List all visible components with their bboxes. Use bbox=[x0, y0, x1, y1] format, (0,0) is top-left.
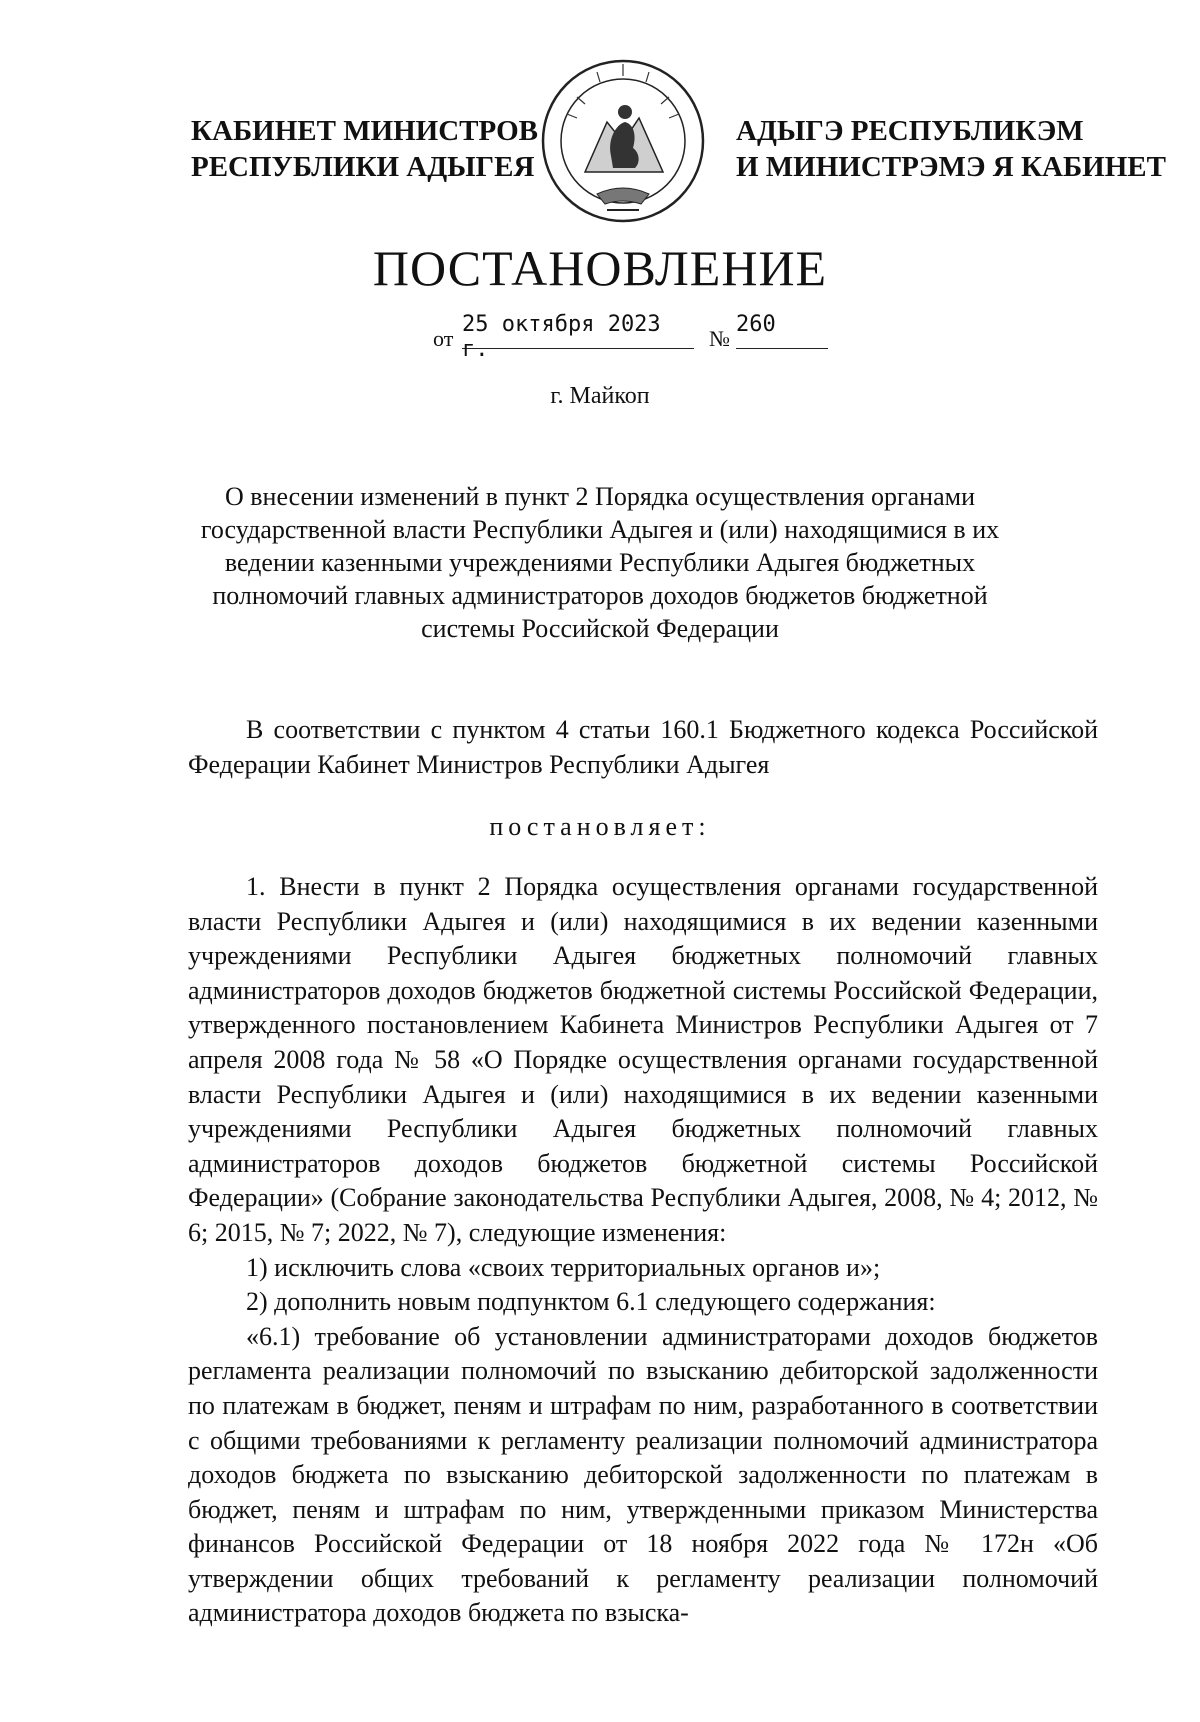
body-paragraph: «6.1) требование об установлении администраторами доходов бюджетов регламента реализации полномочий по взысканию дебиторской задолженности по платежам в бюджет, пеням и штрафам по ним, разработанного в соответствии с общими требованиями к регламенту реализации полномочий администратора доходов бюджета по взысканию дебиторской задолженности по платежам в бюджет, пеням и штрафам по ним, утвержденными приказом Министерства финансов Российской Федерации от 18 ноября 2022 года № 172н «Об утверждении общих требований к регламенту реализации полномочий администратора доходов бюджета по взыска- bbox=[188, 1321, 1098, 1628]
city-of-issue: г. Майкоп bbox=[550, 383, 650, 409]
resolves-heading: постановляет: bbox=[489, 812, 711, 841]
body-paragraph: 2) дополнить новым подпунктом 6.1 следующего содержания: bbox=[246, 1287, 936, 1317]
preamble-paragraph: В соответствии с пунктом 4 статьи 160.1 Бюджетного кодекса Российской Федерации Кабинет Министров Республики Адыгея bbox=[188, 715, 1098, 779]
issuer-name-russian bbox=[191, 113, 538, 185]
number-label: № bbox=[709, 326, 730, 351]
issuer-adyghe-line-2: И МИНИСТРЭМЭ Я КАБИНЕТ bbox=[736, 151, 1166, 183]
body-paragraph: 1. Внести в пункт 2 Порядка осуществления органами государственной власти Республики Адыгея и (или) находящимися в их ведении казенными учреждениями Республики Адыгея бюджетных полномочий главных администраторов доходов бюджетов бюджетной системы Российской Федерации, утвержденного постановлением Кабинета Министров Республики Адыгея от 7 апреля 2008 года № 58 «О Порядке осуществления органами государственной власти Республики Адыгея и (или) находящимися в их ведении казенными учреждениями Республики Адыгея бюджетных полномочий главных администраторов доходов бюджетов бюджетной системы Российской Федерации» (Собрание законодательства Республики Адыгея, 2008, № 4; 2012, № 6; 2015, № 7; 2022, № 7), следующие изменения: bbox=[188, 872, 1098, 1247]
coat-of-arms-icon bbox=[537, 52, 709, 230]
document-type-title: ПОСТАНОВЛЕНИЕ bbox=[372, 240, 828, 296]
issuer-adyghe-line-1: АДЫГЭ РЕСПУБЛИКЭМ bbox=[736, 115, 1084, 147]
subject-line: государственной власти Республики Адыгея и (или) находящимися в их bbox=[200, 515, 1000, 544]
date-label: от bbox=[433, 326, 454, 351]
document-date: 25 октября 2023 г. bbox=[462, 312, 694, 349]
date-number-line bbox=[0, 312, 1200, 362]
document-body bbox=[188, 870, 1098, 1631]
issuer-line-2: РЕСПУБЛИКИ АДЫГЕЯ bbox=[191, 151, 535, 183]
body-paragraph: 1) исключить слова «своих территориальных органов и»; bbox=[246, 1252, 881, 1282]
subject-line: полномочий главных администраторов доходов бюджетов бюджетной bbox=[212, 581, 988, 610]
subject-line: О внесении изменений в пункт 2 Порядка осуществления органами bbox=[224, 482, 975, 511]
issuer-line-1: КАБИНЕТ МИНИСТРОВ bbox=[191, 115, 538, 147]
subject-line: системы Российской Федерации bbox=[421, 614, 779, 643]
document-number: 260 bbox=[736, 312, 828, 349]
subject-line: ведении казенными учреждениями Республики Адыгея бюджетных bbox=[224, 548, 976, 577]
issuer-name-adyghe bbox=[736, 113, 1166, 185]
document-subject bbox=[180, 480, 1020, 645]
